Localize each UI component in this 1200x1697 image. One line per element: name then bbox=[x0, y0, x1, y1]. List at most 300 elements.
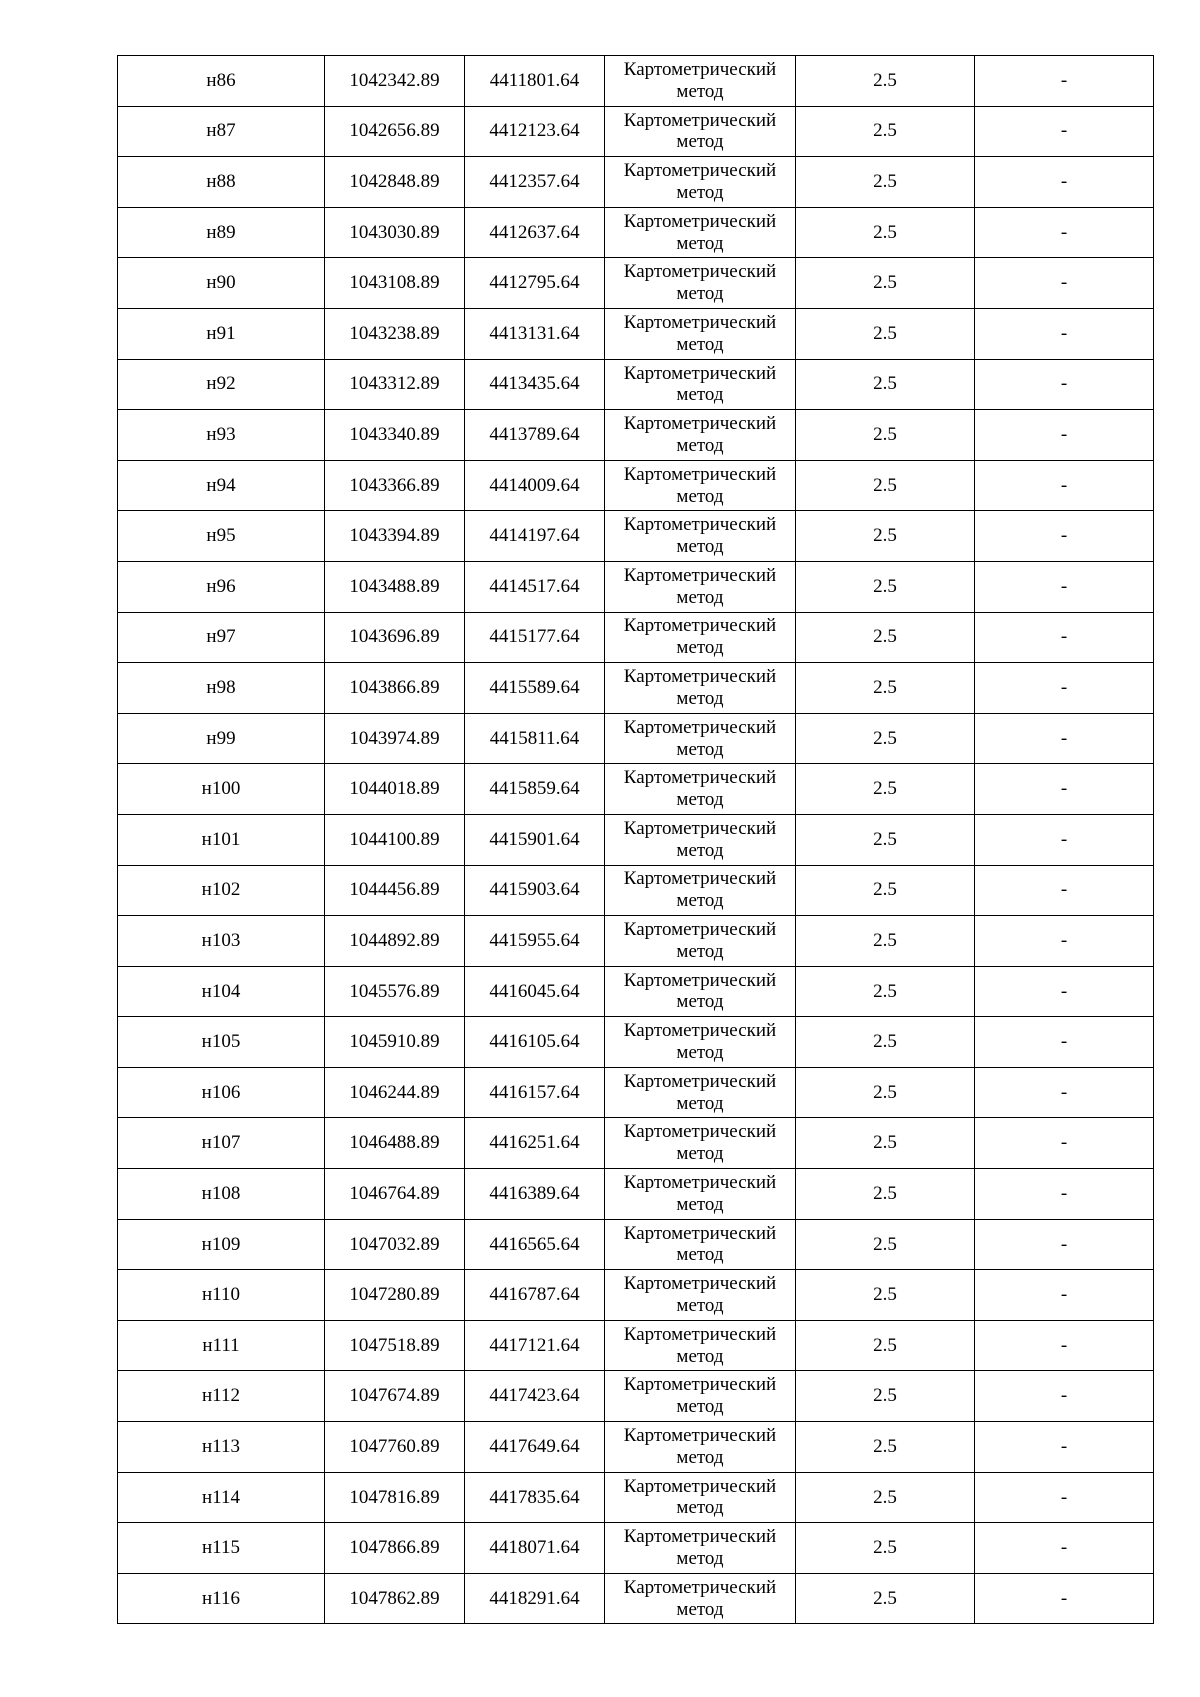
table-row bbox=[118, 713, 1154, 764]
description-text: - bbox=[1060, 727, 1068, 749]
y-coordinate-cell bbox=[465, 56, 605, 107]
description-cell bbox=[975, 56, 1154, 107]
y-coordinate-text: 4412123.64 bbox=[489, 120, 580, 142]
table-row bbox=[118, 1523, 1154, 1574]
description-text: - bbox=[1060, 525, 1068, 547]
x-coordinate-text: 1047674.89 bbox=[349, 1385, 440, 1407]
table-row bbox=[118, 1067, 1154, 1118]
point-number-cell bbox=[118, 511, 325, 562]
y-coordinate-cell bbox=[465, 814, 605, 865]
accuracy-cell bbox=[796, 1017, 975, 1068]
y-coordinate-cell bbox=[465, 1067, 605, 1118]
point-number-cell bbox=[118, 1270, 325, 1321]
point-number-text: н102 bbox=[201, 879, 241, 901]
x-coordinate-cell bbox=[325, 1017, 465, 1068]
description-cell bbox=[975, 1573, 1154, 1624]
table-row bbox=[118, 764, 1154, 815]
x-coordinate-text: 1043488.89 bbox=[349, 575, 440, 597]
x-coordinate-text: 1047518.89 bbox=[349, 1334, 440, 1356]
point-number-cell bbox=[118, 157, 325, 208]
accuracy-text: 2.5 bbox=[873, 221, 897, 243]
point-number-cell bbox=[118, 1017, 325, 1068]
method-text: Картометрический метод bbox=[623, 615, 777, 659]
x-coordinate-cell bbox=[325, 1320, 465, 1371]
table-row bbox=[118, 1422, 1154, 1473]
table-row bbox=[118, 1169, 1154, 1220]
method-cell bbox=[605, 966, 796, 1017]
accuracy-cell bbox=[796, 157, 975, 208]
table-row bbox=[118, 511, 1154, 562]
point-number-text: н96 bbox=[206, 575, 236, 597]
y-coordinate-text: 4417835.64 bbox=[489, 1486, 580, 1508]
accuracy-text: 2.5 bbox=[873, 1182, 897, 1204]
x-coordinate-text: 1047280.89 bbox=[349, 1284, 440, 1306]
description-cell bbox=[975, 1219, 1154, 1270]
point-number-text: н110 bbox=[202, 1284, 240, 1306]
y-coordinate-cell bbox=[465, 106, 605, 157]
x-coordinate-cell bbox=[325, 1219, 465, 1270]
method-text: Картометрический метод bbox=[623, 109, 777, 153]
accuracy-text: 2.5 bbox=[873, 373, 897, 395]
accuracy-text: 2.5 bbox=[873, 879, 897, 901]
accuracy-cell bbox=[796, 966, 975, 1017]
point-number-cell bbox=[118, 56, 325, 107]
table-row bbox=[118, 612, 1154, 663]
description-cell bbox=[975, 916, 1154, 967]
description-text: - bbox=[1060, 120, 1068, 142]
accuracy-text: 2.5 bbox=[873, 474, 897, 496]
x-coordinate-text: 1043696.89 bbox=[349, 626, 440, 648]
method-cell bbox=[605, 410, 796, 461]
description-cell bbox=[975, 460, 1154, 511]
x-coordinate-cell bbox=[325, 561, 465, 612]
table-row bbox=[118, 1270, 1154, 1321]
point-number-cell bbox=[118, 308, 325, 359]
method-cell bbox=[605, 106, 796, 157]
accuracy-cell bbox=[796, 56, 975, 107]
description-cell bbox=[975, 1017, 1154, 1068]
accuracy-cell bbox=[796, 764, 975, 815]
accuracy-text: 2.5 bbox=[873, 272, 897, 294]
y-coordinate-text: 4416045.64 bbox=[489, 980, 580, 1002]
x-coordinate-cell bbox=[325, 410, 465, 461]
description-text: - bbox=[1060, 373, 1068, 395]
accuracy-text: 2.5 bbox=[873, 1486, 897, 1508]
description-text: - bbox=[1060, 69, 1068, 91]
accuracy-cell bbox=[796, 308, 975, 359]
y-coordinate-text: 4414197.64 bbox=[489, 525, 580, 547]
x-coordinate-text: 1044456.89 bbox=[349, 879, 440, 901]
accuracy-cell bbox=[796, 916, 975, 967]
table-row bbox=[118, 1320, 1154, 1371]
accuracy-text: 2.5 bbox=[873, 525, 897, 547]
y-coordinate-cell bbox=[465, 764, 605, 815]
description-cell bbox=[975, 207, 1154, 258]
y-coordinate-cell bbox=[465, 916, 605, 967]
description-cell bbox=[975, 764, 1154, 815]
y-coordinate-cell bbox=[465, 1472, 605, 1523]
y-coordinate-cell bbox=[465, 359, 605, 410]
accuracy-cell bbox=[796, 359, 975, 410]
method-text: Картометрический метод bbox=[623, 413, 777, 456]
y-coordinate-text: 4414517.64 bbox=[489, 575, 580, 597]
accuracy-text: 2.5 bbox=[873, 626, 897, 648]
method-cell bbox=[605, 814, 796, 865]
description-text: - bbox=[1060, 1435, 1068, 1457]
method-text: Картометрический метод bbox=[623, 58, 777, 102]
y-coordinate-text: 4416787.64 bbox=[489, 1284, 580, 1306]
method-cell bbox=[605, 258, 796, 309]
method-cell bbox=[605, 561, 796, 612]
description-cell bbox=[975, 106, 1154, 157]
method-cell bbox=[605, 1371, 796, 1422]
description-cell bbox=[975, 1523, 1154, 1574]
method-cell bbox=[605, 663, 796, 714]
accuracy-cell bbox=[796, 1422, 975, 1473]
point-number-cell bbox=[118, 460, 325, 511]
point-number-cell bbox=[118, 663, 325, 714]
x-coordinate-text: 1044100.89 bbox=[349, 828, 440, 850]
accuracy-text: 2.5 bbox=[873, 1284, 897, 1306]
x-coordinate-cell bbox=[325, 106, 465, 157]
x-coordinate-text: 1043340.89 bbox=[349, 424, 440, 446]
accuracy-text: 2.5 bbox=[873, 1334, 897, 1356]
method-cell bbox=[605, 359, 796, 410]
point-number-text: н108 bbox=[201, 1182, 241, 1204]
table-row bbox=[118, 56, 1154, 107]
x-coordinate-cell bbox=[325, 1169, 465, 1220]
method-cell bbox=[605, 511, 796, 562]
x-coordinate-cell bbox=[325, 1371, 465, 1422]
x-coordinate-text: 1042656.89 bbox=[349, 120, 440, 142]
point-number-cell bbox=[118, 258, 325, 309]
table-row bbox=[118, 663, 1154, 714]
accuracy-cell bbox=[796, 1371, 975, 1422]
x-coordinate-text: 1042342.89 bbox=[349, 69, 440, 91]
accuracy-text: 2.5 bbox=[873, 1031, 897, 1053]
description-cell bbox=[975, 157, 1154, 208]
table-row bbox=[118, 308, 1154, 359]
y-coordinate-cell bbox=[465, 258, 605, 309]
x-coordinate-cell bbox=[325, 1118, 465, 1169]
point-number-cell bbox=[118, 612, 325, 663]
description-text: - bbox=[1060, 221, 1068, 243]
x-coordinate-cell bbox=[325, 258, 465, 309]
method-cell bbox=[605, 56, 796, 107]
y-coordinate-text: 4415903.64 bbox=[489, 879, 580, 901]
description-cell bbox=[975, 308, 1154, 359]
accuracy-cell bbox=[796, 663, 975, 714]
method-cell bbox=[605, 916, 796, 967]
y-coordinate-cell bbox=[465, 1422, 605, 1473]
method-cell bbox=[605, 1320, 796, 1371]
x-coordinate-cell bbox=[325, 1422, 465, 1473]
point-number-cell bbox=[118, 1118, 325, 1169]
point-number-text: н114 bbox=[202, 1486, 240, 1508]
method-text: Картометрический метод bbox=[623, 1222, 777, 1266]
method-text: Картометрический метод bbox=[623, 564, 777, 608]
coordinates-table bbox=[117, 55, 1154, 1624]
x-coordinate-text: 1047866.89 bbox=[349, 1537, 440, 1559]
method-cell bbox=[605, 460, 796, 511]
method-text: Картометрический метод bbox=[623, 666, 777, 709]
point-number-cell bbox=[118, 359, 325, 410]
description-text: - bbox=[1060, 322, 1068, 344]
method-cell bbox=[605, 1118, 796, 1169]
point-number-text: н86 bbox=[206, 69, 236, 91]
method-text: Картометрический метод bbox=[623, 919, 777, 962]
description-cell bbox=[975, 511, 1154, 562]
x-coordinate-cell bbox=[325, 157, 465, 208]
y-coordinate-cell bbox=[465, 561, 605, 612]
description-text: - bbox=[1060, 1182, 1068, 1204]
description-text: - bbox=[1060, 424, 1068, 446]
point-number-cell bbox=[118, 1067, 325, 1118]
description-text: - bbox=[1060, 1233, 1068, 1255]
description-cell bbox=[975, 561, 1154, 612]
y-coordinate-text: 4412637.64 bbox=[489, 221, 580, 243]
x-coordinate-text: 1046764.89 bbox=[349, 1182, 440, 1204]
table-row bbox=[118, 157, 1154, 208]
y-coordinate-text: 4417649.64 bbox=[489, 1435, 580, 1457]
method-cell bbox=[605, 1270, 796, 1321]
accuracy-cell bbox=[796, 612, 975, 663]
y-coordinate-text: 4414009.64 bbox=[489, 474, 580, 496]
x-coordinate-text: 1044892.89 bbox=[349, 929, 440, 951]
y-coordinate-text: 4415177.64 bbox=[489, 626, 580, 648]
point-number-text: н91 bbox=[206, 322, 236, 344]
y-coordinate-cell bbox=[465, 1118, 605, 1169]
x-coordinate-cell bbox=[325, 207, 465, 258]
description-text: - bbox=[1060, 778, 1068, 800]
table-row bbox=[118, 1118, 1154, 1169]
point-number-cell bbox=[118, 1422, 325, 1473]
table-row bbox=[118, 460, 1154, 511]
accuracy-cell bbox=[796, 460, 975, 511]
x-coordinate-cell bbox=[325, 1573, 465, 1624]
x-coordinate-text: 1044018.89 bbox=[349, 778, 440, 800]
x-coordinate-text: 1043108.89 bbox=[349, 272, 440, 294]
y-coordinate-text: 4411801.64 bbox=[489, 69, 580, 91]
table-row bbox=[118, 207, 1154, 258]
y-coordinate-text: 4416157.64 bbox=[489, 1081, 580, 1103]
description-cell bbox=[975, 258, 1154, 309]
method-text: Картометрический метод bbox=[623, 1273, 777, 1317]
accuracy-text: 2.5 bbox=[873, 929, 897, 951]
point-number-cell bbox=[118, 1523, 325, 1574]
y-coordinate-text: 4417121.64 bbox=[489, 1334, 580, 1356]
point-number-text: н107 bbox=[201, 1132, 241, 1154]
method-text: Картометрический метод bbox=[623, 817, 777, 861]
y-coordinate-cell bbox=[465, 460, 605, 511]
method-cell bbox=[605, 1472, 796, 1523]
y-coordinate-text: 4415859.64 bbox=[489, 778, 580, 800]
method-text: Картометрический метод bbox=[623, 311, 777, 355]
point-number-cell bbox=[118, 1320, 325, 1371]
description-cell bbox=[975, 612, 1154, 663]
table-row bbox=[118, 916, 1154, 967]
point-number-text: н106 bbox=[201, 1081, 241, 1103]
x-coordinate-text: 1047032.89 bbox=[349, 1233, 440, 1255]
y-coordinate-text: 4415901.64 bbox=[489, 828, 580, 850]
table-row bbox=[118, 561, 1154, 612]
method-text: Картометрический метод bbox=[623, 767, 777, 811]
description-cell bbox=[975, 1320, 1154, 1371]
accuracy-cell bbox=[796, 1472, 975, 1523]
method-text: Картометрический метод bbox=[623, 261, 777, 305]
method-cell bbox=[605, 1422, 796, 1473]
accuracy-cell bbox=[796, 865, 975, 916]
accuracy-cell bbox=[796, 713, 975, 764]
table-row bbox=[118, 1219, 1154, 1270]
table-row bbox=[118, 865, 1154, 916]
y-coordinate-cell bbox=[465, 308, 605, 359]
x-coordinate-cell bbox=[325, 1472, 465, 1523]
point-number-cell bbox=[118, 916, 325, 967]
accuracy-text: 2.5 bbox=[873, 1537, 897, 1559]
point-number-text: н115 bbox=[202, 1537, 240, 1559]
method-text: Картометрический метод bbox=[623, 1121, 777, 1165]
point-number-cell bbox=[118, 561, 325, 612]
accuracy-cell bbox=[796, 1573, 975, 1624]
method-cell bbox=[605, 207, 796, 258]
x-coordinate-cell bbox=[325, 511, 465, 562]
point-number-text: н97 bbox=[206, 626, 236, 648]
description-cell bbox=[975, 1169, 1154, 1220]
point-number-cell bbox=[118, 764, 325, 815]
method-cell bbox=[605, 1219, 796, 1270]
accuracy-cell bbox=[796, 1320, 975, 1371]
point-number-cell bbox=[118, 966, 325, 1017]
point-number-cell bbox=[118, 1472, 325, 1523]
description-text: - bbox=[1060, 1385, 1068, 1407]
y-coordinate-cell bbox=[465, 1169, 605, 1220]
method-cell bbox=[605, 1169, 796, 1220]
table-row bbox=[118, 410, 1154, 461]
description-text: - bbox=[1060, 677, 1068, 698]
table-row bbox=[118, 1573, 1154, 1624]
x-coordinate-text: 1043866.89 bbox=[349, 677, 440, 698]
point-number-text: н99 bbox=[206, 727, 236, 749]
point-number-text: н101 bbox=[201, 828, 241, 850]
table-row bbox=[118, 1017, 1154, 1068]
x-coordinate-cell bbox=[325, 460, 465, 511]
x-coordinate-text: 1043974.89 bbox=[349, 727, 440, 749]
accuracy-cell bbox=[796, 207, 975, 258]
table-row bbox=[118, 1371, 1154, 1422]
method-text: Картометрический метод bbox=[623, 868, 777, 912]
description-text: - bbox=[1060, 1334, 1068, 1356]
description-text: - bbox=[1060, 1587, 1068, 1609]
description-text: - bbox=[1060, 1132, 1068, 1154]
method-text: Картометрический метод bbox=[623, 1323, 777, 1367]
x-coordinate-text: 1045576.89 bbox=[349, 980, 440, 1002]
description-cell bbox=[975, 713, 1154, 764]
y-coordinate-cell bbox=[465, 410, 605, 461]
method-text: Картометрический метод bbox=[623, 1576, 777, 1620]
y-coordinate-text: 4415589.64 bbox=[489, 677, 580, 698]
description-text: - bbox=[1060, 626, 1068, 648]
description-cell bbox=[975, 663, 1154, 714]
y-coordinate-cell bbox=[465, 511, 605, 562]
point-number-cell bbox=[118, 1371, 325, 1422]
point-number-cell bbox=[118, 865, 325, 916]
x-coordinate-cell bbox=[325, 56, 465, 107]
x-coordinate-cell bbox=[325, 663, 465, 714]
y-coordinate-text: 4416389.64 bbox=[489, 1182, 580, 1204]
x-coordinate-cell bbox=[325, 612, 465, 663]
method-text: Картометрический метод bbox=[623, 1070, 777, 1114]
y-coordinate-text: 4413131.64 bbox=[489, 322, 580, 344]
y-coordinate-text: 4412357.64 bbox=[489, 171, 580, 193]
description-cell bbox=[975, 1422, 1154, 1473]
y-coordinate-cell bbox=[465, 1320, 605, 1371]
method-cell bbox=[605, 713, 796, 764]
description-cell bbox=[975, 865, 1154, 916]
y-coordinate-cell bbox=[465, 612, 605, 663]
y-coordinate-text: 4416565.64 bbox=[489, 1233, 580, 1255]
accuracy-text: 2.5 bbox=[873, 980, 897, 1002]
method-text: Картометрический метод bbox=[623, 160, 777, 203]
x-coordinate-text: 1042848.89 bbox=[349, 171, 440, 193]
point-number-text: н89 bbox=[206, 221, 236, 243]
accuracy-text: 2.5 bbox=[873, 778, 897, 800]
y-coordinate-text: 4416251.64 bbox=[489, 1132, 580, 1154]
x-coordinate-text: 1043030.89 bbox=[349, 221, 440, 243]
point-number-text: н116 bbox=[202, 1587, 240, 1609]
x-coordinate-cell bbox=[325, 916, 465, 967]
method-text: Картометрический метод bbox=[623, 969, 777, 1013]
method-cell bbox=[605, 1017, 796, 1068]
x-coordinate-cell bbox=[325, 764, 465, 815]
point-number-cell bbox=[118, 1219, 325, 1270]
x-coordinate-text: 1043238.89 bbox=[349, 322, 440, 344]
y-coordinate-text: 4417423.64 bbox=[489, 1385, 580, 1407]
x-coordinate-cell bbox=[325, 814, 465, 865]
y-coordinate-cell bbox=[465, 1371, 605, 1422]
description-cell bbox=[975, 1118, 1154, 1169]
table-row bbox=[118, 1472, 1154, 1523]
x-coordinate-text: 1043312.89 bbox=[349, 373, 440, 395]
method-cell bbox=[605, 308, 796, 359]
point-number-cell bbox=[118, 713, 325, 764]
accuracy-text: 2.5 bbox=[873, 1233, 897, 1255]
method-text: Картометрический метод bbox=[623, 1020, 777, 1064]
method-text: Картометрический метод bbox=[623, 1172, 777, 1215]
point-number-text: н112 bbox=[202, 1385, 240, 1407]
point-number-text: н113 bbox=[202, 1435, 240, 1457]
method-text: Картометрический метод bbox=[623, 1374, 777, 1418]
y-coordinate-cell bbox=[465, 157, 605, 208]
method-text: Картометрический метод bbox=[623, 210, 777, 254]
point-number-text: н103 bbox=[201, 929, 241, 951]
y-coordinate-text: 4416105.64 bbox=[489, 1031, 580, 1053]
point-number-text: н88 bbox=[206, 171, 236, 193]
y-coordinate-text: 4415811.64 bbox=[489, 727, 580, 749]
description-text: - bbox=[1060, 1081, 1068, 1103]
description-text: - bbox=[1060, 879, 1068, 901]
description-cell bbox=[975, 1270, 1154, 1321]
point-number-text: н98 bbox=[206, 677, 236, 698]
description-text: - bbox=[1060, 1486, 1068, 1508]
y-coordinate-text: 4418291.64 bbox=[489, 1587, 580, 1609]
point-number-text: н100 bbox=[201, 778, 241, 800]
x-coordinate-text: 1043394.89 bbox=[349, 525, 440, 547]
accuracy-text: 2.5 bbox=[873, 171, 897, 193]
method-text: Картометрический метод bbox=[623, 362, 777, 406]
point-number-text: н93 bbox=[206, 424, 236, 446]
description-text: - bbox=[1060, 929, 1068, 951]
